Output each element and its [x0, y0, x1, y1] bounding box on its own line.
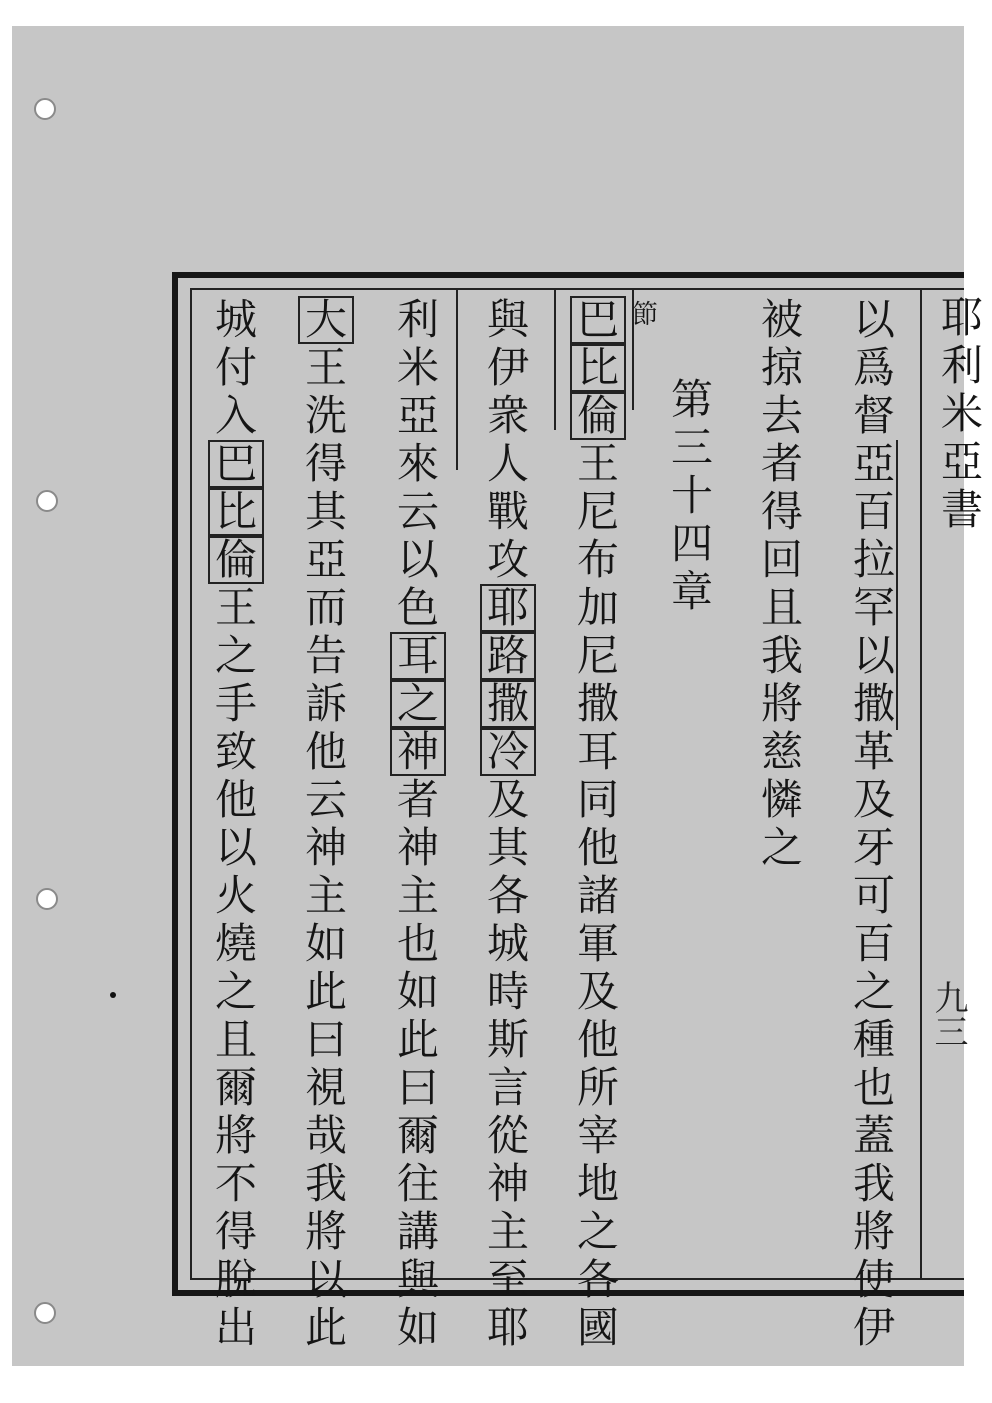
proper-name-char: 巴: [208, 440, 264, 488]
text-char: 曰: [304, 1015, 347, 1064]
text-char: 他: [214, 775, 257, 824]
text-char: 之: [576, 1207, 619, 1256]
proper-name-char: 巴: [570, 296, 626, 344]
text-char: 城: [214, 295, 257, 344]
binder-hole-top: [34, 98, 56, 120]
text-char: 亞: [396, 391, 439, 440]
text-char: 其: [304, 487, 347, 536]
text-char: 以: [852, 631, 895, 680]
text-char: 神: [304, 823, 347, 872]
text-column-4: [568, 295, 628, 1352]
text-char: 回: [760, 535, 803, 584]
text-char: 手: [214, 679, 257, 728]
text-char: 加: [576, 583, 619, 632]
text-char: 他: [304, 727, 347, 776]
proper-name-char: 冷: [480, 728, 536, 776]
text-char: 之: [214, 631, 257, 680]
text-char: 拉: [852, 535, 895, 584]
text-char: 訴: [304, 679, 347, 728]
text-char: 者: [760, 439, 803, 488]
text-char: 米: [396, 343, 439, 392]
text-char: 牙: [852, 823, 895, 872]
text-char: 他: [576, 1015, 619, 1064]
text-char: 主: [396, 871, 439, 920]
text-char: 來: [396, 439, 439, 488]
text-char: 言: [486, 1063, 529, 1112]
text-char: 亞: [304, 535, 347, 584]
text-char: 衆: [486, 391, 529, 440]
proper-name-char: 耶: [480, 584, 536, 632]
text-char: 其: [486, 823, 529, 872]
text-char: 國: [576, 1303, 619, 1352]
text-char: 致: [214, 727, 257, 776]
text-char: 脫: [214, 1255, 257, 1304]
text-char: 撒: [576, 679, 619, 728]
column-rule: [920, 290, 922, 1278]
text-char: 將: [852, 1207, 895, 1256]
text-char: 去: [760, 391, 803, 440]
text-char: 此: [304, 967, 347, 1016]
text-char: 以: [214, 823, 257, 872]
text-char: 利: [396, 295, 439, 344]
header-char: 米: [940, 389, 983, 438]
text-char: 之: [852, 967, 895, 1016]
text-char: 蓋: [852, 1111, 895, 1160]
text-char: 尼: [576, 487, 619, 536]
text-char: 耳: [576, 727, 619, 776]
text-char: 及: [576, 967, 619, 1016]
text-char: 火: [214, 871, 257, 920]
text-char: 可: [852, 871, 895, 920]
print-frame: [172, 272, 983, 1352]
text-char: 而: [304, 583, 347, 632]
text-char: 各: [486, 871, 529, 920]
text-column-8: [206, 295, 266, 1352]
text-char: 與: [486, 295, 529, 344]
text-char: 與: [396, 1255, 439, 1304]
text-char: 我: [852, 1159, 895, 1208]
text-block: [190, 288, 983, 1352]
text-char: 王: [576, 439, 619, 488]
proper-name-char: 之: [390, 680, 446, 728]
text-char: 者: [396, 775, 439, 824]
header-char: 書: [940, 485, 983, 534]
text-char: 憐: [760, 775, 803, 824]
text-char: 所: [576, 1063, 619, 1112]
text-column-2: [752, 296, 812, 1278]
text-char: 云: [396, 487, 439, 536]
proper-name-char: 神: [390, 728, 446, 776]
section-label-text: 節: [631, 300, 658, 330]
text-char: 如: [396, 1303, 439, 1352]
text-char: 人: [486, 439, 529, 488]
text-column-6: [388, 295, 448, 1352]
text-char: 洗: [304, 391, 347, 440]
text-char: 如: [304, 919, 347, 968]
column-rule: [554, 290, 556, 430]
text-char: 講: [396, 1207, 439, 1256]
text-char: 也: [852, 1063, 895, 1112]
text-char: 從: [486, 1111, 529, 1160]
text-char: 地: [576, 1159, 619, 1208]
text-char: 付: [214, 343, 257, 392]
text-char: 得: [760, 487, 803, 536]
header-char: 亞: [940, 437, 983, 486]
text-char: 色: [396, 583, 439, 632]
proper-name-char: 倫: [208, 536, 264, 584]
text-char: 不: [214, 1159, 257, 1208]
text-char: 將: [214, 1111, 257, 1160]
text-char: 掠: [760, 343, 803, 392]
text-char: 也: [396, 919, 439, 968]
proper-name-char: 耳: [390, 632, 446, 680]
text-char: 我: [304, 1159, 347, 1208]
text-char: 神: [396, 823, 439, 872]
text-char: 伊: [486, 343, 529, 392]
proper-name-char: 比: [208, 488, 264, 536]
text-char: 尼: [576, 631, 619, 680]
text-char: 得: [304, 439, 347, 488]
text-char: 亞: [852, 439, 895, 488]
text-char: 王: [214, 583, 257, 632]
text-char: 且: [214, 1015, 257, 1064]
text-char: 王: [304, 343, 347, 392]
text-column-7: [296, 295, 356, 1352]
text-char: 曰: [396, 1063, 439, 1112]
text-char: 被: [760, 295, 803, 344]
text-char: 告: [304, 631, 347, 680]
text-char: 出: [214, 1303, 257, 1352]
chapter-heading: [662, 376, 722, 1278]
text-char: 往: [396, 1159, 439, 1208]
text-char: 爲: [852, 343, 895, 392]
text-char: 城: [486, 919, 529, 968]
text-char: 我: [760, 631, 803, 680]
proper-name-char: 比: [570, 344, 626, 392]
header-char: 耶: [940, 293, 983, 342]
text-char: 戰: [486, 487, 529, 536]
text-char: 耶: [486, 1303, 529, 1352]
text-char: 爾: [396, 1111, 439, 1160]
text-column-5: [478, 295, 538, 1352]
text-char: 宰: [576, 1111, 619, 1160]
text-char: 以: [396, 535, 439, 584]
text-char: 罕: [852, 583, 895, 632]
text-char: 以: [304, 1255, 347, 1304]
column-rule: [456, 290, 458, 470]
text-char: 百: [852, 919, 895, 968]
text-char: 之: [760, 823, 803, 872]
text-char: 伊: [852, 1303, 895, 1352]
text-char: 各: [576, 1255, 619, 1304]
text-char: 百: [852, 487, 895, 536]
text-char: 他: [576, 823, 619, 872]
text-char: 至: [486, 1255, 529, 1304]
text-char: 神: [486, 1159, 529, 1208]
text-char: 攻: [486, 535, 529, 584]
text-char: 革: [852, 727, 895, 776]
text-char: 此: [396, 1015, 439, 1064]
text-char: 三: [670, 423, 713, 472]
text-char: 軍: [576, 919, 619, 968]
text-char: 之: [214, 967, 257, 1016]
text-char: 云: [304, 775, 347, 824]
text-char: 種: [852, 1015, 895, 1064]
text-char: 慈: [760, 727, 803, 776]
text-char: 及: [852, 775, 895, 824]
text-char: 第: [670, 375, 713, 424]
text-char: 撒: [852, 679, 895, 728]
text-char: 及: [486, 775, 529, 824]
binder-hole-upper-mid: [36, 490, 58, 512]
text-char: 將: [304, 1207, 347, 1256]
text-char: 諸: [576, 871, 619, 920]
text-char: 主: [486, 1207, 529, 1256]
text-char: 哉: [304, 1111, 347, 1160]
text-char: 十: [670, 471, 713, 520]
text-char: 斯: [486, 1015, 529, 1064]
proper-name-char: 倫: [570, 392, 626, 440]
text-char: 督: [852, 391, 895, 440]
proper-name-char: 撒: [480, 680, 536, 728]
running-header: [932, 294, 992, 1278]
text-char: 使: [852, 1255, 895, 1304]
text-char: 得: [214, 1207, 257, 1256]
text-char: 以: [852, 295, 895, 344]
text-char: 時: [486, 967, 529, 1016]
section-label: [628, 300, 662, 1278]
header-char: 利: [940, 341, 983, 390]
text-char: 視: [304, 1063, 347, 1112]
text-column-1: [844, 295, 904, 1352]
text-char: 將: [760, 679, 803, 728]
text-char: 且: [760, 583, 803, 632]
text-char: 四: [670, 519, 713, 568]
text-char: 入: [214, 391, 257, 440]
text-char: 如: [396, 967, 439, 1016]
text-char: 爾: [214, 1063, 257, 1112]
text-char: 此: [304, 1303, 347, 1352]
binder-hole-lower-mid: [36, 888, 58, 910]
proper-name-char: 大: [298, 296, 354, 344]
proper-name-char: 路: [480, 632, 536, 680]
text-char: 燒: [214, 919, 257, 968]
text-char: 主: [304, 871, 347, 920]
text-char: 同: [576, 775, 619, 824]
page-number: 九三: [928, 980, 968, 1048]
stray-ink-dot: [110, 992, 116, 998]
text-char: 布: [576, 535, 619, 584]
text-char: 章: [670, 567, 713, 616]
binder-hole-bottom: [34, 1302, 56, 1324]
